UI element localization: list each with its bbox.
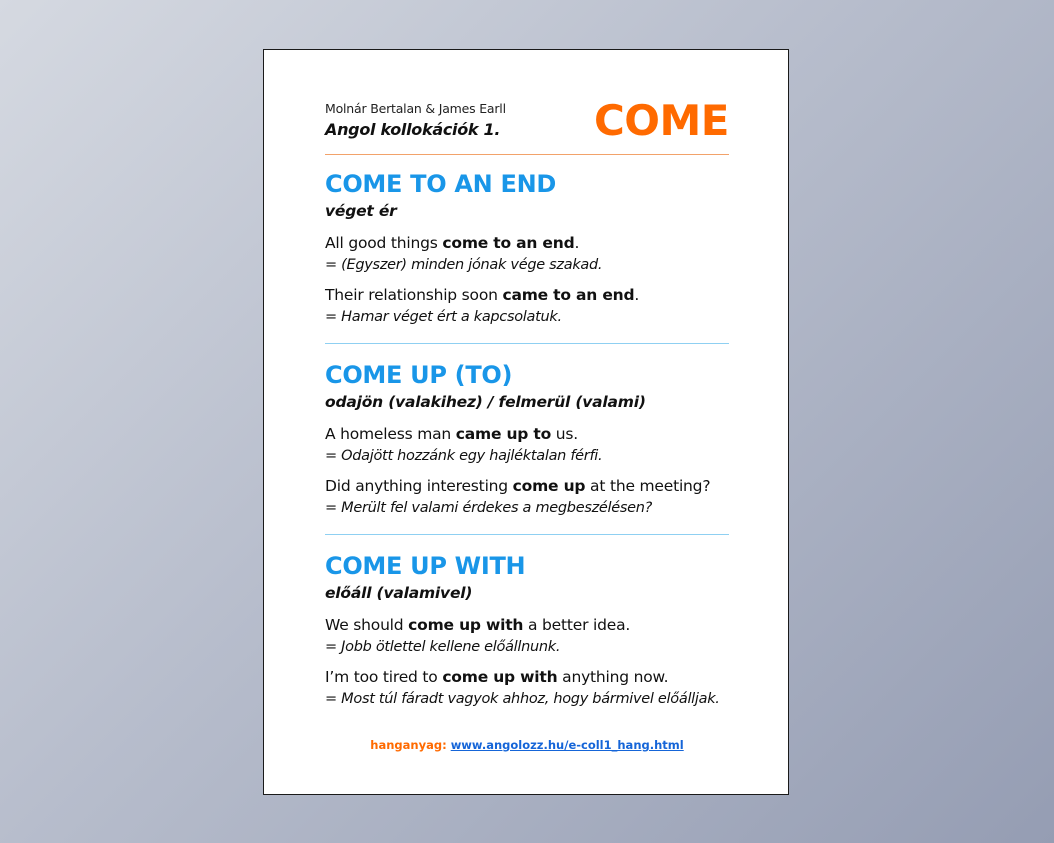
collocation-translation: véget ér: [325, 202, 397, 220]
example-hungarian: = Jobb ötlettel kellene előállnunk.: [325, 639, 561, 655]
example: [325, 475, 729, 519]
audio-label: hanganyag:: [370, 738, 447, 752]
example-collocation: come up: [512, 477, 586, 495]
example-hungarian: = Odajött hozzánk egy hajléktalan férfi.: [325, 448, 603, 464]
example: [325, 614, 729, 658]
example-text: .: [634, 286, 640, 304]
example-collocation: come up with: [408, 616, 524, 634]
example-english: [325, 614, 729, 636]
audio-link[interactable]: www.angolozz.hu/e-coll1_hang.html: [450, 738, 684, 752]
example-hungarian: = Hamar véget ért a kapcsolatuk.: [325, 309, 562, 325]
collocation-title: COME TO AN END: [325, 170, 556, 198]
collocation-title: COME UP (TO): [325, 361, 513, 389]
example-text: anything now.: [557, 668, 669, 686]
example-english: [325, 284, 729, 306]
collocation-title: COME UP WITH: [325, 552, 526, 580]
example-text: a better idea.: [523, 616, 631, 634]
section-divider: [325, 534, 729, 535]
collocation-section: [325, 170, 729, 328]
page-header: [325, 96, 729, 155]
book-title: Angol kollokációk 1.: [325, 120, 501, 139]
example-hungarian: = (Egyszer) minden jónak vége szakad.: [325, 257, 603, 273]
example-english: [325, 423, 729, 445]
example-collocation: came to an end: [502, 286, 635, 304]
example-english: [325, 666, 729, 688]
example-text: Did anything interesting: [325, 477, 513, 495]
example-text: at the meeting?: [585, 477, 711, 495]
example-collocation: come to an end: [442, 234, 575, 252]
example-hungarian: = Most túl fáradt vagyok ahhoz, hogy bármivel előálljak.: [325, 691, 720, 707]
collocation-section: [325, 552, 729, 710]
document-page: [263, 49, 789, 795]
collocation-section: [325, 361, 729, 519]
example-collocation: came up to: [455, 425, 552, 443]
keyword-title: COME: [593, 96, 729, 145]
page-content: [325, 96, 729, 710]
collocation-translation: előáll (valamivel): [325, 584, 473, 602]
example-collocation: come up with: [442, 668, 558, 686]
example-text: All good things: [325, 234, 443, 252]
example-text: us.: [551, 425, 579, 443]
example: [325, 666, 729, 710]
example-text: I’m too tired to: [325, 668, 443, 686]
example-text: We should: [325, 616, 409, 634]
authors: Molnár Bertalan & James Earll: [325, 101, 506, 116]
example-text: .: [574, 234, 580, 252]
example-text: A homeless man: [325, 425, 456, 443]
section-divider: [325, 343, 729, 344]
example-english: [325, 475, 729, 497]
collocation-translation: odajön (valakihez) / felmerül (valami): [325, 393, 646, 411]
example: [325, 423, 729, 467]
example-hungarian: = Merült fel valami érdekes a megbeszélésen?: [325, 500, 653, 516]
example-english: [325, 232, 729, 254]
example-text: Their relationship soon: [325, 286, 503, 304]
example: [325, 284, 729, 328]
example: [325, 232, 729, 276]
audio-footer: [325, 738, 729, 752]
